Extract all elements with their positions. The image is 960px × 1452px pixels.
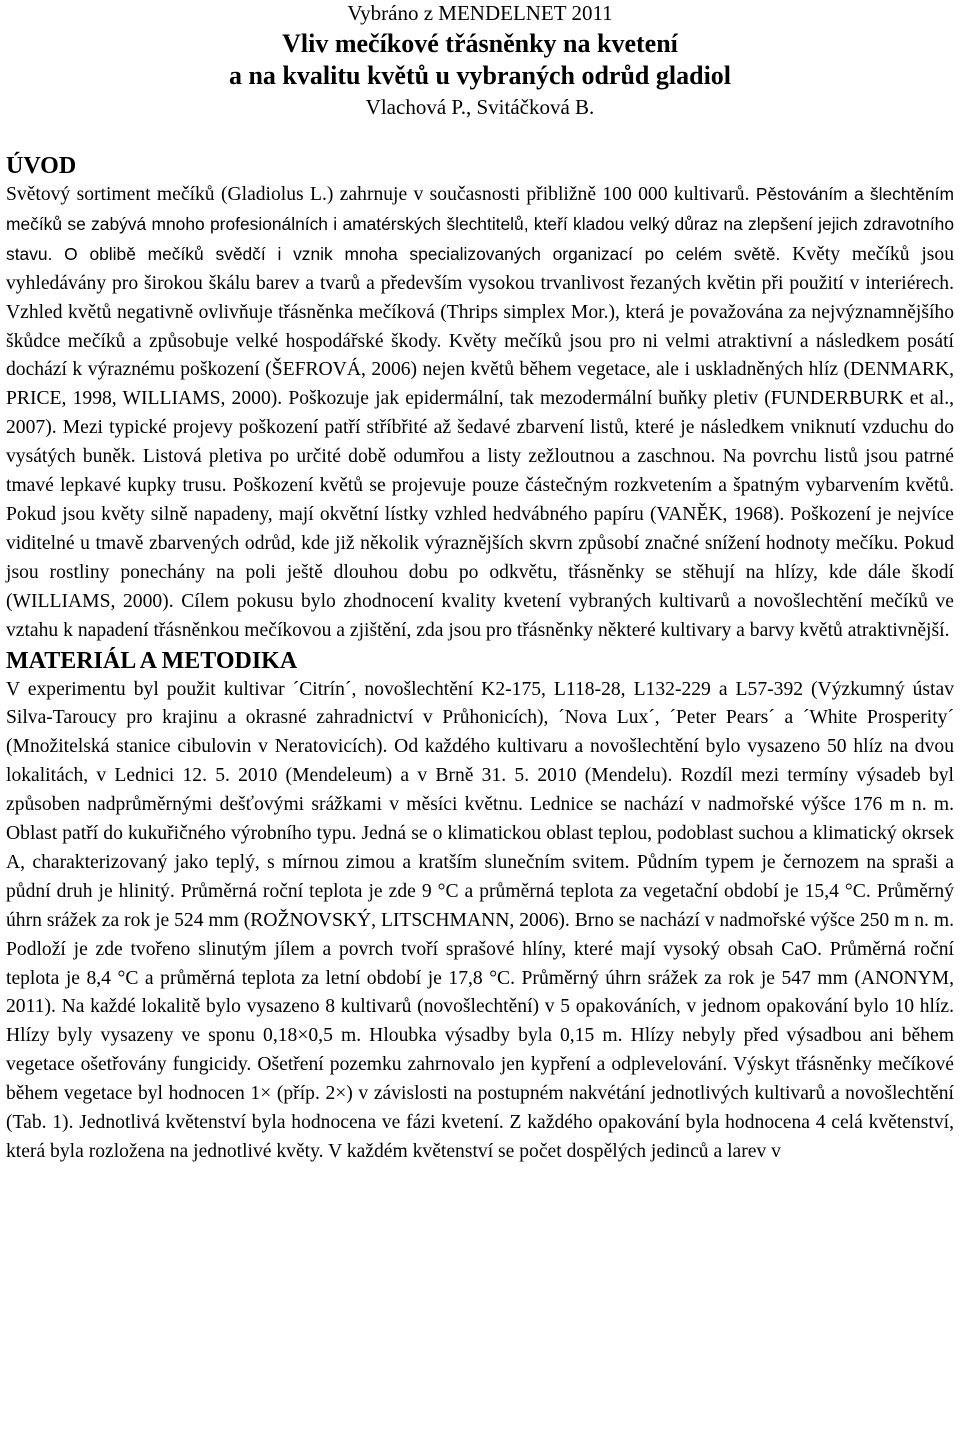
intro-text-part-1: Světový sortiment mečíků (Gladiolus L.) zahrnuje v současnosti přibližně 100 000 kultivarů.	[6, 184, 750, 205]
article-title-line-2: a na kvalitu květů u vybraných odrůd gladiol	[228, 61, 732, 90]
intro-text-part-2: Pěstováním a šlechtěním mečíků se zabývá mnoho profesionálních i amatérských šlechtitelů, kteří kladou velký důraz na zlepšení jejich zdravotního stavu. O oblibě mečíků svědčí i vznik mnoha specializovaných organizací po celém světě.	[6, 184, 954, 264]
article-title-line-1: Vliv mečíkové třásněnky na kvetení	[282, 29, 678, 58]
section-heading-intro: ÚVOD	[6, 153, 77, 179]
section-heading-methods: MATERIÁL A METODIKA	[6, 647, 298, 674]
intro-text-part-3: Květy mečíků jsou vyhledávány pro širokou škálu barev a tvarů a především vysokou trvanlivost řezaných květin při použití v interiérech. Vzhled květů negativně ovlivňuje třásněnka mečíková (Thrips simplex Mor.), která je považována za nejvýznamnějšího škůdce mečíků a způsobuje velké hospodářské škody. Květy mečíků jsou pro ni velmi atraktivní a následkem posátí dochází k výraznému poškození (ŠEFROVÁ, 2006) nejen květů během vegetace, ale i uskladněných hlíz (DENMARK, PRICE, 1998, WILLIAMS, 2000). Poškozuje jak epidermální, tak mezodermální buňky pletiv (FUNDERBURK et al., 2007). Mezi typické projevy poškození patří stříbřité až šedavé zbarvení listů, které je následkem vniknutí vzduchu do vysátých buněk. Listová pletiva po určité době odumřou a listy zežloutnou a zaschnou. Na povrchu listů jsou patrné tmavé lepkavé kupky trusu. Poškození květů se projevuje pouze částečným rozkvetením a špatným vybarvením květů. Pokud jsou květy silně napadeny, mají okvětní lístky vzhled hedvábného papíru (VANĚK, 1968). Poškození je nejvíce viditelné u tmavě zbarvených odrůd, kde již několik výraznějších skvrn způsobí značné snížení hodnoty mečíku. Pokud jsou rostliny ponechány na poli ještě dlouhou dobu po odkvětu, třásněnky se stěhují na hlízy, kde dále škodí (WILLIAMS, 2000). Cílem pokusu bylo zhodnocení kvality kvetení vybraných kultivarů a novošlechtění mečíků ve vztahu k napadení třásněnkou mečíkovou a zjištění, zda jsou pro třásněnky některé kultivary a barvy květů atraktivnější.	[6, 243, 955, 641]
article-authors: Vlachová P., Svitáčková B.	[365, 95, 595, 119]
intro-paragraph	[6, 180, 954, 646]
methods-paragraph: V experimentu byl použit kultivar ´Citrín´, novošlechtění K2-175, L118-28, L132-229 a L57-392 (Výzkumný ústav Silva-Taroucy pro krajinu a okrasné zahradnictví v Průhonicích), ´Nova Lux´, ´Peter Pears´ a ´White Prosperity´ (Množitelská stanice cibulovin v Neratovicích). Od každého kultivaru a novošlechtění bylo vysazeno 50 hlíz na dvou lokalitách, v Lednici 12. 5. 2010 (Mendeleum) a v Brně 31. 5. 2010 (Mendelu). Rozdíl mezi termíny výsadeb byl způsoben nadprůměrnými dešťovými srážkami v měsíci květnu. Lednice se nachází v nadmořské výšce 176 m n. m. Oblast patří do kukuřičného výrobního typu. Jedná se o klimatickou oblast teplou, podoblast suchou a klimatický okrsek A, charakterizovaný jako teplý, s mírnou zimou a kratším slunečním svitem. Půdním typem je černozem na spraši a půdní druh je hlinitý. Průměrná roční teplota je zde 9 °C a průměrná teplota za vegetační období je 15,4 °C. Průměrný úhrn srážek za rok je 524 mm (ROŽNOVSKÝ, LITSCHMANN, 2006). Brno se nachází v nadmořské výšce 250 m n. m. Podloží je zde tvořeno slinutým jílem a povrch tvoří sprašové hlíny, které mají vysoký obsah CaO. Průměrná roční teplota je 8,4 °C a průměrná teplota za letní období je 17,8 °C. Průměrný úhrn srážek za rok je 547 mm (ANONYM, 2011). Na každé lokalitě bylo vysazeno 8 kultivarů (novošlechtění) v 5 opakováních, v jednom opakování bylo 10 hlíz. Hlízy byly vysazeny ve sponu 0,18×0,5 m. Hloubka výsadby byla 0,15 m. Hlízy nebyly před výsadbou ani během vegetace ošetřovány fungicidy. Ošetření pozemku zahrnovalo jen kypření a odplevelování. Výskyt třásněnky mečíkové během vegetace byl hodnocen 1× (příp. 2×) v závislosti na postupném nakvétání jednotlivých kultivarů a novošlechtění (Tab. 1). Jednotlivá květenství byla hodnocena ve fázi kvetení. Z každého opakování byla hodnocena 4 celá květenství, která byla rozložena na jednotlivé květy. V každém květenství se počet dospělých jedinců a larev v	[6, 678, 954, 1162]
document-page	[6, 0, 954, 1167]
source-line: Vybráno z MENDELNET 2011	[347, 1, 613, 25]
article-header	[6, 0, 954, 122]
